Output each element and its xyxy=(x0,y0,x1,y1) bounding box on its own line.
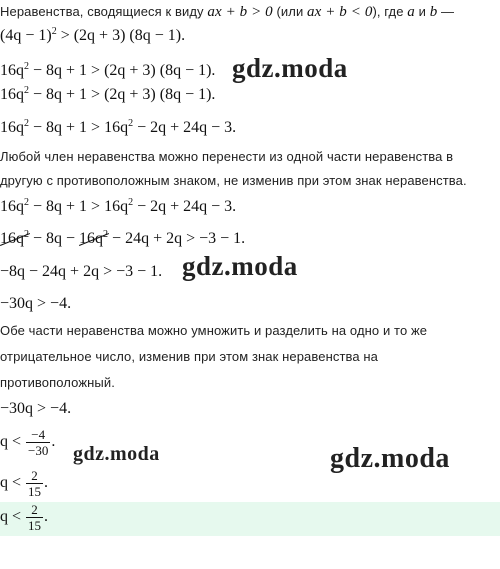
equation-original: $(4q - 1)^2 > (2q + 3)$ (8q − 1). xyxy=(0,26,186,44)
equation-step-expand-repeat: $16q^2 - 8q + 1 > (2q + 3) (8q - 1)$. xyxy=(0,85,216,103)
fraction: $\frac{2}{15}$ xyxy=(28,502,42,533)
cancelled-term-right: $16q^2$ xyxy=(79,229,109,247)
intro-text: Неравенства, сводящиеся к виду ax + b > 0 (или ax + b < 0), где a и b — xyxy=(0,4,455,20)
equation-answer: q < $\frac{2}{15}$ . xyxy=(0,502,49,533)
formula-ax-b-gt-0: ax + b > 0 xyxy=(207,4,273,20)
rule-multiply-line-2: отрицательное число, изменив при этом знак неравенства на xyxy=(0,349,379,364)
equation-step-reduced: q < $\frac{2}{15}$ . xyxy=(0,468,49,499)
equation-step-simplified-repeat: −30q > −4. xyxy=(0,400,72,417)
equation-step-expand: $16q^2 - 8q + 1 > (2q + 3) (8q - 1)$. xyxy=(0,61,216,79)
watermark-logo: gdz.moda xyxy=(73,443,160,465)
fraction: $\frac{2}{15}$ xyxy=(28,468,42,499)
rule-multiply-line-1: Обе части неравенства можно умножить и разделить на одно и то же xyxy=(0,323,428,338)
formula-ax-b-lt-0: ax + b < 0 xyxy=(307,4,373,20)
equation-step-divide: q < $\frac{-4}{-30}$ . xyxy=(0,427,56,458)
equation-step-collect: −8q − 24q + 2q > −3 − 1. xyxy=(0,263,163,280)
rule-transfer-line-1: Любой член неравенства можно перенести из одной части неравенства в xyxy=(0,149,454,164)
cancelled-term-left: $16q^2$ xyxy=(0,229,29,247)
rule-multiply-line-3: противоположный. xyxy=(0,375,115,390)
equation-step-transferred: $16q^2 - 8q - 16q^2 - 24q + 2q > -3 - 1$. xyxy=(0,229,246,247)
equation-step-simplified: −30q > −4. xyxy=(0,295,72,312)
equation-step-before-transfer: $16q^2 - 8q + 1 > 16q^2 - 2q + 24q - 3$. xyxy=(0,197,237,215)
answer-highlight xyxy=(0,502,500,536)
fraction: $\frac{-4}{-30}$ xyxy=(28,427,49,458)
watermark-logo: gdz.moda xyxy=(330,443,450,474)
variable-a: a xyxy=(407,4,415,20)
variable-b: b xyxy=(429,4,438,20)
watermark-logo: gdz.moda xyxy=(232,53,348,83)
rule-transfer-line-2: другую с противоположным знаком, не изменив при этом знак неравенства. xyxy=(0,173,467,188)
equation-step-multiply: $16q^2 - 8q + 1 > 16q^2 - 2q + 24q - 3$. xyxy=(0,118,237,136)
watermark-logo: gdz.moda xyxy=(182,251,298,281)
